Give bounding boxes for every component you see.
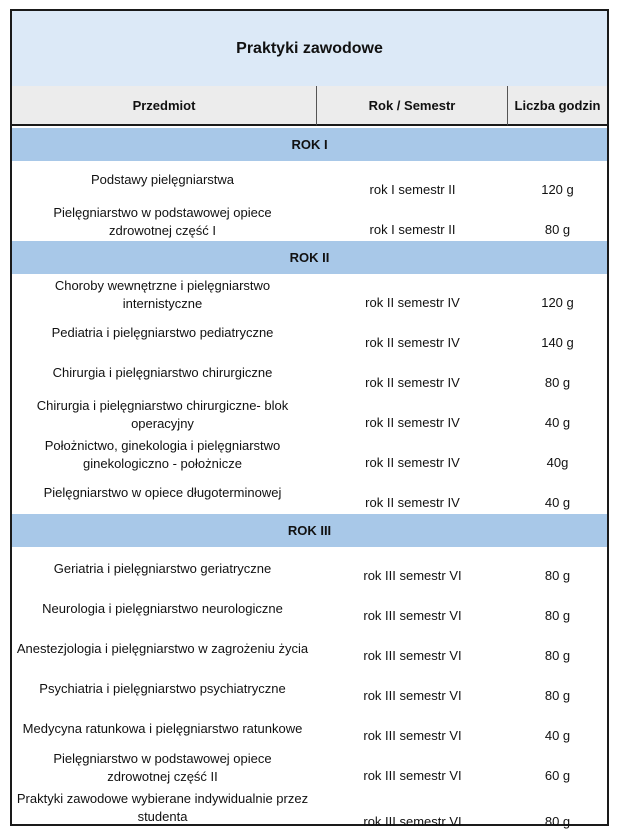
hours-cell: 40g [546,455,569,470]
table-row [12,787,607,827]
hours-cell: 40 g [544,728,571,743]
subject-cell: Choroby wewnętrzne i pielęgniarstwo internistyczne [54,278,271,311]
subject-cell: Psychiatria i pielęgniarstwo psychiatryczne [39,681,286,696]
semester-cell: rok III semestr VI [363,648,462,663]
table-row [12,434,607,474]
table-row [12,201,607,241]
subject-cell: Pediatria i pielęgniarstwo pediatryczne [51,325,274,340]
semester-cell: rok III semestr VI [363,568,462,583]
semester-cell: rok II semestr IV [365,335,460,350]
section-header-rok-2: ROK II [12,241,607,274]
section-header-rok-3: ROK III [12,514,607,547]
subject-cell: Neurologia i pielęgniarstwo neurologiczne [42,601,283,616]
subject-cell: Chirurgia i pielęgniarstwo chirurgiczne- blok operacyjny [36,398,289,431]
table-row [12,667,607,707]
subject-cell: Medycyna ratunkowa i pielęgniarstwo ratunkowe [22,721,303,736]
hours-cell: 80 g [544,375,571,390]
subject-cell: Pielęgniarstwo w podstawowej opiece zdrowotnej część I [53,205,272,238]
subject-cell: Pielęgniarstwo w podstawowej opiece zdrowotnej część II [53,751,272,784]
subject-cell: Położnictwo, ginekologia i pielęgniarstwo ginekologiczno - położnicze [44,438,281,471]
practice-table [10,9,609,829]
semester-cell: rok II semestr IV [365,455,460,470]
hours-cell: 80 g [544,568,571,583]
hours-cell: 80 g [544,648,571,663]
section-header-rok-1: ROK I [12,128,607,161]
subject-cell: Chirurgia i pielęgniarstwo chirurgiczne [52,365,273,380]
subject-cell: Anestezjologia i pielęgniarstwo w zagrożeniu życia [16,641,309,656]
table-row [12,587,607,627]
hours-cell: 40 g [544,495,571,510]
semester-cell: rok I semestr II [369,222,456,237]
hours-cell: 60 g [544,768,571,783]
subject-cell: Pielęgniarstwo w opiece długoterminowej [43,485,282,500]
table-title: Praktyki zawodowe [12,11,607,88]
table-row [12,707,607,747]
semester-cell: rok II semestr IV [365,375,460,390]
header-semester: Rok / Semestr [317,86,508,126]
semester-cell: rok III semestr VI [363,688,462,703]
semester-cell: rok II semestr IV [365,495,460,510]
table-row [12,161,607,201]
hours-cell: 80 g [544,222,571,237]
hours-cell: 40 g [544,415,571,430]
semester-cell: rok III semestr VI [363,814,462,829]
semester-cell: rok III semestr VI [363,768,462,783]
semester-cell: rok I semestr II [369,182,456,197]
semester-cell: rok III semestr VI [363,608,462,623]
table-row [12,314,607,354]
hours-cell: 80 g [544,814,571,829]
subject-cell: Geriatria i pielęgniarstwo geriatryczne [53,561,272,576]
semester-cell: rok III semestr VI [363,728,462,743]
hours-cell: 80 g [544,688,571,703]
table-row [12,547,607,587]
table-row [12,627,607,667]
header-subject: Przedmiot [12,86,317,126]
semester-cell: rok II semestr IV [365,295,460,310]
subject-cell: Podstawy pielęgniarstwa [90,172,235,187]
table-row [12,394,607,434]
table-row [12,474,607,514]
hours-cell: 120 g [541,182,574,197]
hours-cell: 120 g [541,295,574,310]
hours-cell: 80 g [544,608,571,623]
hours-cell: 140 g [541,335,574,350]
table-row [12,747,607,787]
subject-cell: Praktyki zawodowe wybierane indywidualnie przez studenta [16,791,309,824]
semester-cell: rok II semestr IV [365,415,460,430]
header-hours: Liczba godzin [508,86,607,126]
table-row [12,274,607,314]
table-row [12,354,607,394]
